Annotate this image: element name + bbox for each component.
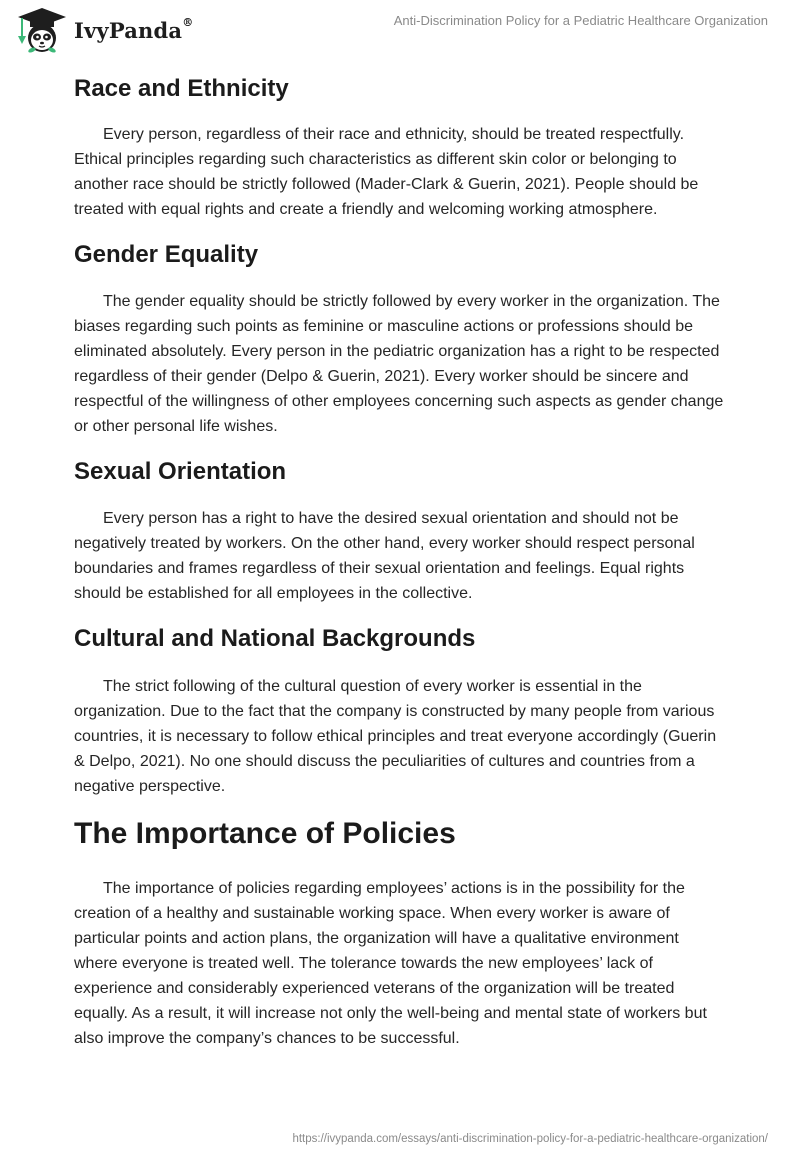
source-url[interactable]: https://ivypanda.com/essays/anti-discrimination-policy-for-a-pediatric-healthcare-organization/ (292, 1133, 768, 1145)
main-heading-importance: The Importance of Policies (74, 817, 456, 850)
section-paragraph-sexual-orientation: Every person has a right to have the desired sexual orientation and should not be negatively treated by workers. On the other hand, every worker should respect personal boundaries and frames regardless of their sexual orientation and feelings. Equal rights should be established for all employees in the collective. (74, 510, 695, 602)
brand-name: IvyPanda® (74, 15, 194, 43)
section-paragraph-gender: The gender equality should be strictly followed by every worker in the organization. The biases regarding such points as feminine or masculine actions or professions should be eliminated absolutely. Every person in the pediatric organization has a right to be respected regardless of their gender (Delpo & Guerin, 2021). Every worker should be sincere and respectful of the willingness of other employees concerning such aspects as gender change or other personal life wishes. (74, 293, 724, 435)
panda-logo-icon (14, 6, 70, 54)
main-paragraph-importance: The importance of policies regarding employees’ actions is in the possibility for the creation of a healthy and sustainable working space. When every worker is aware of particular points and action plans, the organization will have a qualitative environment where everyone is treated well. The tolerance towards the new employees’ lack of experience and considerably experienced veterans of the organization will be treated equally. As a result, it will increase not only the well-being and mental state of workers but also improve the company’s chances to be successful. (74, 880, 707, 1047)
section-heading-sexual-orientation: Sexual Orientation (74, 458, 287, 485)
section-heading-cultural: Cultural and National Backgrounds (74, 625, 476, 652)
document-title: Anti-Discrimination Policy for a Pediatric Healthcare Organization (393, 13, 768, 28)
section-paragraph-race: Every person, regardless of their race and ethnicity, should be treated respectfully. Ethical principles regarding such characteristics as different skin color or belonging to another race should be strictly followed (Mader-Clark & Guerin, 2021). People should be treated with equal rights and create a friendly and welcoming working atmosphere. (74, 126, 699, 218)
section-paragraph-cultural: The strict following of the cultural question of every worker is essential in the organization. Due to the fact that the company is constructed by many people from various countries, it is necessary to follow ethical principles and treat everyone accordingly (Guerin & Delpo, 2021). No one should discuss the peculiarities of cultures and countries from a negative perspective. (74, 678, 717, 795)
page-header (0, 0, 800, 60)
section-heading-race: Race and Ethnicity (74, 75, 289, 102)
section-heading-gender: Gender Equality (74, 241, 259, 268)
ivypanda-logo[interactable] (14, 6, 193, 54)
